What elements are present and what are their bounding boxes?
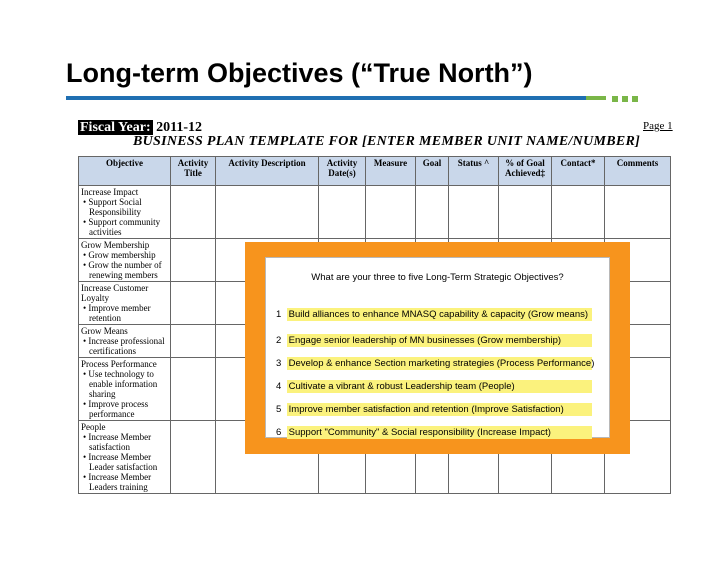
strategic-objectives-callout: [245, 242, 630, 454]
objective-number: 2: [276, 335, 282, 346]
table-row: [79, 186, 671, 239]
column-header: Contact*: [552, 157, 605, 186]
accent-square: [632, 96, 638, 102]
objective-title: Increase Impact: [81, 187, 139, 197]
title-underline-blue: [66, 96, 586, 100]
objective-item: [276, 403, 592, 416]
objective-bullet: • Increase professional certifications: [83, 336, 165, 356]
objective-cell: [79, 186, 171, 239]
objective-bullet: • Increase Member satisfaction: [83, 432, 152, 452]
objective-item: [276, 308, 592, 321]
title-underline-green: [586, 96, 606, 100]
column-header: Status ^: [449, 157, 499, 186]
objective-title: Increase Customer Loyalty: [81, 283, 149, 303]
column-header: % of Goal Achieved‡: [499, 157, 552, 186]
template-title: BUSINESS PLAN TEMPLATE FOR [ENTER MEMBER UNIT NAME/NUMBER]: [133, 134, 641, 149]
objective-title: Grow Membership: [81, 240, 150, 250]
objective-number: 3: [276, 358, 282, 369]
column-header: Goal: [416, 157, 449, 186]
objective-bullet: • Use technology to enable information sharing: [83, 369, 158, 399]
objective-bullet: • Support community activities: [83, 217, 161, 237]
objective-text: Improve member satisfaction and retention (Improve Satisfaction): [287, 403, 592, 416]
objective-number: 6: [276, 427, 282, 438]
accent-square: [622, 96, 628, 102]
objective-text: Develop & enhance Section marketing strategies (Process Performance): [288, 358, 595, 369]
objective-number: 4: [276, 381, 282, 392]
objective-bullet: • Increase Member Leaders training: [83, 472, 152, 492]
objective-bullet: • Support Social Responsibility: [83, 197, 142, 217]
objective-title: People: [81, 422, 106, 432]
slide-title: Long-term Objectives (“True North”): [66, 58, 533, 88]
objective-text: Engage senior leadership of MN businesses (Grow membership): [287, 334, 592, 347]
fiscal-year-value: 2011-12: [156, 120, 203, 135]
column-header: Activity Description: [216, 157, 319, 186]
column-header: Activity Date(s): [319, 157, 366, 186]
column-header: Comments: [605, 157, 671, 186]
objective-cell: [79, 239, 171, 282]
objective-text: Support "Community" & Social responsibility (Increase Impact): [287, 426, 592, 439]
objective-cell: [79, 282, 171, 325]
objective-cell: [79, 421, 171, 494]
fiscal-year-label: Fiscal Year:: [80, 120, 151, 135]
column-header: Objective: [79, 157, 171, 186]
objective-cell: [79, 358, 171, 421]
table-header-row: [79, 157, 671, 186]
objective-title: Grow Means: [81, 326, 128, 336]
objective-item: [276, 357, 595, 370]
objective-item: [276, 380, 592, 393]
accent-square: [612, 96, 618, 102]
objective-number: 5: [276, 404, 282, 415]
callout-panel: [265, 257, 610, 438]
objective-item: [276, 334, 592, 347]
objective-bullet: • Improve member retention: [83, 303, 151, 323]
objective-bullet: • Improve process performance: [83, 399, 149, 419]
objective-text: Cultivate a vibrant & robust Leadership team (People): [287, 380, 592, 393]
objective-bullet: • Increase Member Leader satisfaction: [83, 452, 158, 472]
column-header: Activity Title: [171, 157, 216, 186]
objective-bullet: • Grow the number of renewing members: [83, 260, 162, 280]
objective-cell: [79, 325, 171, 358]
objective-number: 1: [276, 309, 282, 320]
objective-title: Process Performance: [81, 359, 157, 369]
objective-bullet: • Grow membership: [83, 250, 156, 260]
callout-question: What are your three to five Long-Term Strategic Objectives?: [311, 272, 564, 283]
objective-item: [276, 426, 592, 439]
page-number: Page 1: [643, 120, 673, 132]
objective-text: Build alliances to enhance MNASQ capability & capacity (Grow means): [287, 308, 592, 321]
column-header: Measure: [366, 157, 416, 186]
